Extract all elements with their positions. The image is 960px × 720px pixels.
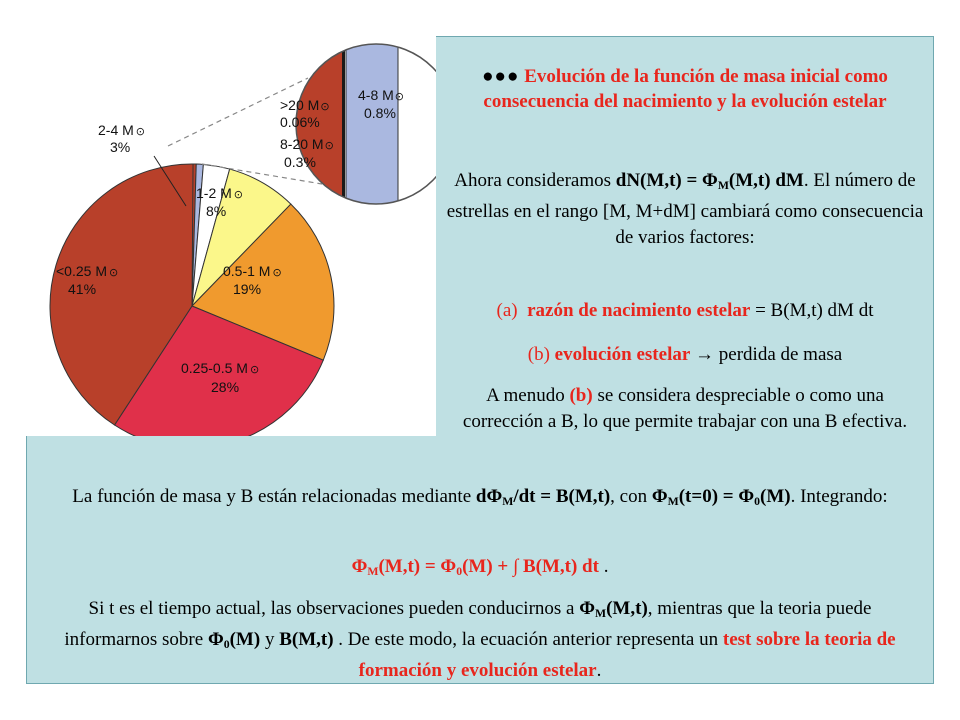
pct-4-8: 0.8% (364, 105, 396, 121)
factor-a: (a) razón de nacimiento estelar = B(M,t) dM dt (496, 300, 874, 321)
slide-title: ●●● Evolución de la función de masa inicial como consecuencia del nacimiento y la evolución estelar (482, 66, 888, 112)
zoom-slice-4-8 (346, 42, 398, 208)
pct-lt-0.25: 41% (68, 281, 97, 297)
pct-0.25-0.5: 28% (211, 379, 240, 395)
pct-8-20: 0.3% (284, 154, 316, 170)
integration-equation: $\Phi_M(M,t) = \Phi_0(M)$ + ∫ B(M,t) dt . (351, 556, 609, 578)
pie-chart (26, 36, 436, 436)
label-lt-0.25: <0.25 M ⊙ (56, 263, 119, 279)
zoom-slice-gt-20 (342, 42, 345, 208)
label-1-2: 1-2 M ⊙ (196, 185, 244, 201)
label-0.5-1: 0.5-1 M ⊙ (223, 263, 282, 279)
pct-2-4: 3% (110, 139, 131, 155)
label-gt-20: >20 M⊙ (280, 97, 330, 113)
intro-paragraph: Ahora consideramos $dN(M,t) = \Phi_M(M,t)$ dM. El número de estrellas en el rango [M, M+dM] cambiará como consecuencia de varios factores: (446, 170, 924, 248)
label-2-4: 2-4 M ⊙ (98, 122, 146, 138)
label-0.25-0.5: 0.25-0.5 M ⊙ (181, 360, 260, 376)
factor-b: (b) evolución estelar → perdida de masa (527, 344, 843, 365)
pct-1-2: 8% (206, 203, 227, 219)
label-8-20: 8-20 M⊙ (280, 136, 334, 152)
effective-b-paragraph: A menudo (b) se considera despreciable o como una corrección a B, lo que permite trabajar con una B efectiva. (462, 385, 908, 432)
relation-paragraph: La función de masa y B están relacionadas mediante $d\Phi_M/dt = B(M,t)$, con $\Phi_M(t=0) = \Phi_0(M)$. Integrando: (72, 486, 888, 508)
label-4-8: 4-8 M⊙ (358, 87, 405, 103)
pct-0.5-1: 19% (233, 281, 262, 297)
conclusion-paragraph: Si t es el tiempo actual, las observaciones pueden conducirnos a $\Phi_M(M,t)$, mientras que la teoria puede informarnos sobre $\Phi_0(M)$ y B(M,t) . De este modo, la ecuación anterior representa un test sobre la teoria de formación y evolución estelar. (64, 598, 896, 681)
pct-gt-20: 0.06% (280, 114, 320, 130)
pie-chart-panel (26, 36, 436, 436)
